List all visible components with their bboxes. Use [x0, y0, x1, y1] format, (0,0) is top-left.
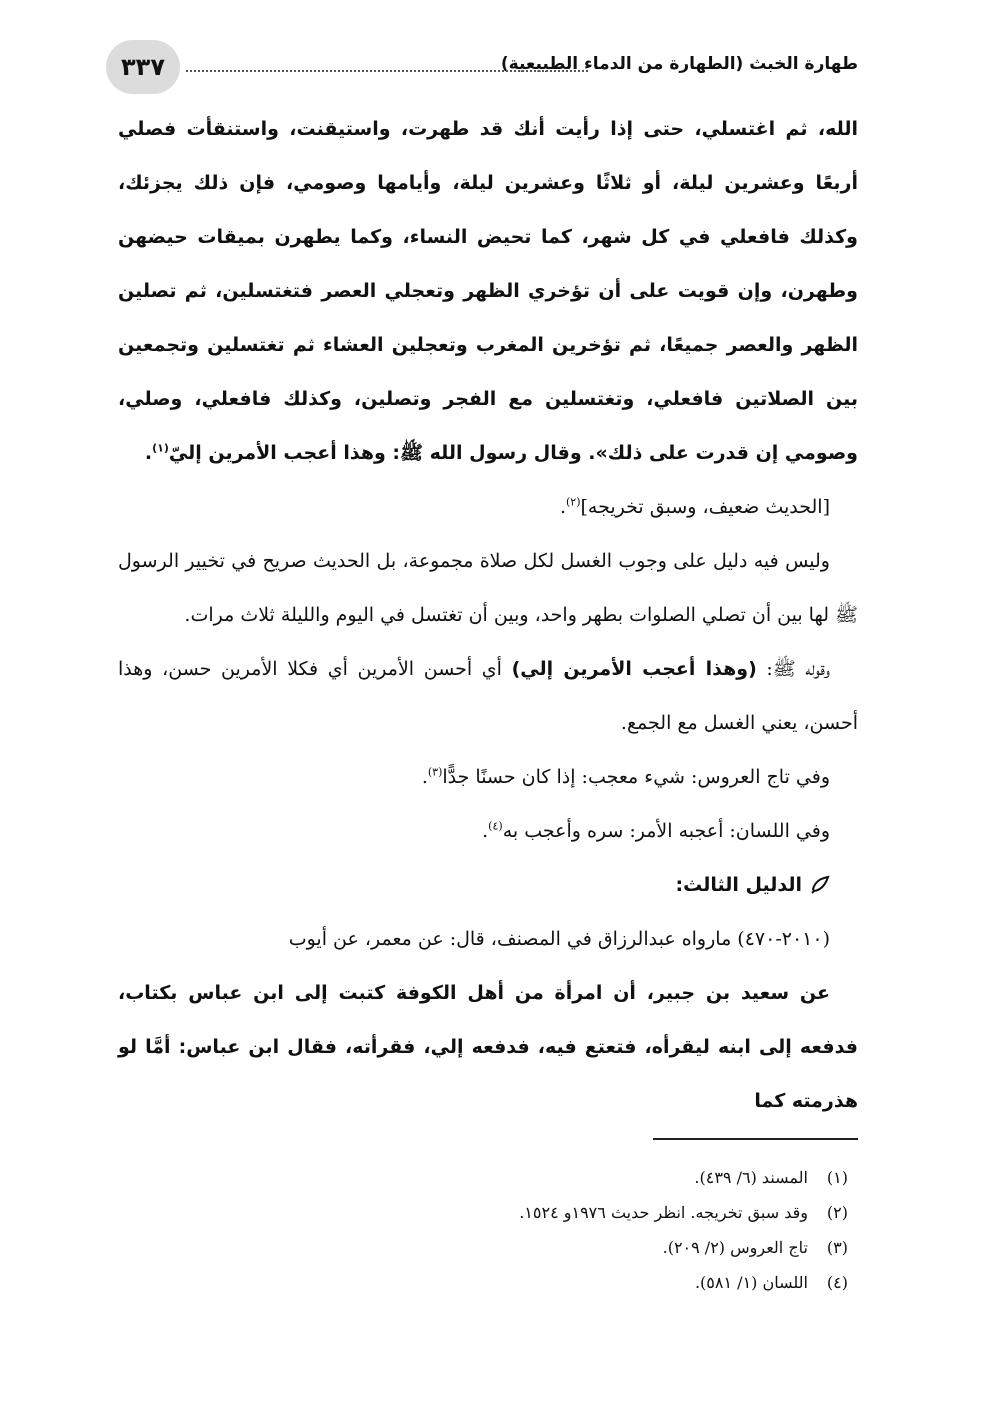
grading-note: [118, 480, 858, 534]
running-title: طهارة الخبث (الطهارة من الدماء الطبيعية): [500, 54, 858, 74]
footnote-3: [118, 1230, 858, 1265]
hadith-2: عن سعيد بن جبير، أن امرأة من أهل الكوفة كتبت إلى ابن عباس بكتاب، فدفعه إلى ابنه ليقرأه، فتعتع فيه، فدفعه إلي، فقرأته، فقال ابن عباس: أمَّا لو هذرمته كما: [118, 982, 858, 1112]
paragraph-1: وليس فيه دليل على وجوب الغسل لكل صلاة مجموعة، بل الحديث صريح في تخيير الرسول ﷺ لها بين أن تصلي الصلوات بطهر واحد، وبين أن تغتسل في اليوم والليلة ثلاث مرات.: [118, 550, 858, 626]
paragraph-2-start: وقوله ﷺ:: [756, 658, 831, 680]
footnote-ref-2: (٢): [566, 495, 581, 509]
paragraph-2-rest: أي أحسن الأمرين أي فكلا الأمرين حسن، وهذا أحسن، يعني الغسل مع الجمع.: [118, 658, 858, 734]
paragraph-4-end: .: [482, 820, 489, 842]
hadith-end: .: [144, 442, 153, 464]
footnote-number: (٣): [826, 1238, 848, 1257]
footnote-text: وقد سبق تخريجه. انظر حديث ١٩٧٦و ١٥٢٤.: [519, 1203, 808, 1222]
paragraph-2-quote: (وهذا أعجب الأمرين إلي): [511, 658, 757, 680]
footnote-ref-3: (٣): [427, 765, 443, 779]
page-header: [118, 40, 858, 102]
book-page: [118, 40, 858, 1390]
hadith-body: الله، ثم اغتسلي، حتى إذا رأيت أنك قد طهرت، واستيقنت، واستنقأت فصلي أربعًا وعشرين ليلة، أو ثلاثًا وعشرين ليلة، وأيامها وصومي، فإن ذلك يجزئك، وكذلك فافعلي في كل شهر، كما تحيض النساء، وكما يطهرن بميقات حيضهن وطهرن، وإن قويت على أن تؤخري الظهر وتعجلي العصر فتغتسلين، ثم تصلين الظهر والعصر جميعًا، ثم تؤخرين المغرب وتعجلين العشاء ثم تغتسلين وتجمعين بين الصلاتين فافعلي، وتغتسلين مع الفجر وتصلين، وكذلك فافعلي، وصلي، وصومي إن قدرت على ذلك». وقال رسول الله ﷺ: وهذا أعجب الأمرين إليّ: [118, 118, 858, 464]
footnote-4: [118, 1265, 858, 1300]
paragraph-4: [118, 804, 858, 858]
isnad-line: (٢٠١٠-٤٧٠) مارواه عبدالرزاق في المصنف، قال: عن معمر، عن أيوب: [288, 928, 830, 950]
footnote-number: (١): [826, 1168, 848, 1187]
paragraph-3-text: وفي تاج العروس: شيء معجب: إذا كان حسنًا جدًّا: [442, 766, 830, 788]
page-number: ٣٣٧: [106, 40, 180, 94]
footnote-divider: [653, 1138, 858, 1140]
hadith-text: [118, 102, 858, 480]
grading-end: .: [559, 496, 566, 518]
section-heading: [118, 858, 858, 912]
footnote-ref-1: (١): [152, 441, 169, 455]
section-heading-text: الدليل الثالث:: [675, 874, 802, 896]
footnote-text: المسند (٦/ ٤٣٩).: [694, 1168, 808, 1187]
leaf-ornament-icon: [810, 875, 830, 895]
footnote-text: اللسان (١/ ٥٨١).: [694, 1273, 808, 1292]
footnote-number: (٢): [826, 1203, 848, 1222]
footnotes: [118, 1160, 858, 1300]
footnote-1: [118, 1160, 858, 1195]
footnote-2: [118, 1195, 858, 1230]
grading-text: [الحديث ضعيف، وسبق تخريجه]: [580, 496, 830, 518]
footnote-ref-4: (٤): [488, 819, 503, 833]
paragraph-3-end: .: [421, 766, 428, 788]
footnote-number: (٤): [826, 1273, 848, 1292]
paragraph-2: [118, 642, 858, 750]
paragraph-3: [118, 750, 858, 804]
footnote-text: تاج العروس (٢/ ٢٠٩).: [662, 1238, 808, 1257]
paragraph-4-text: وفي اللسان: أعجبه الأمر: سره وأعجب به: [502, 820, 830, 842]
header-dotted-leader: [186, 70, 588, 72]
